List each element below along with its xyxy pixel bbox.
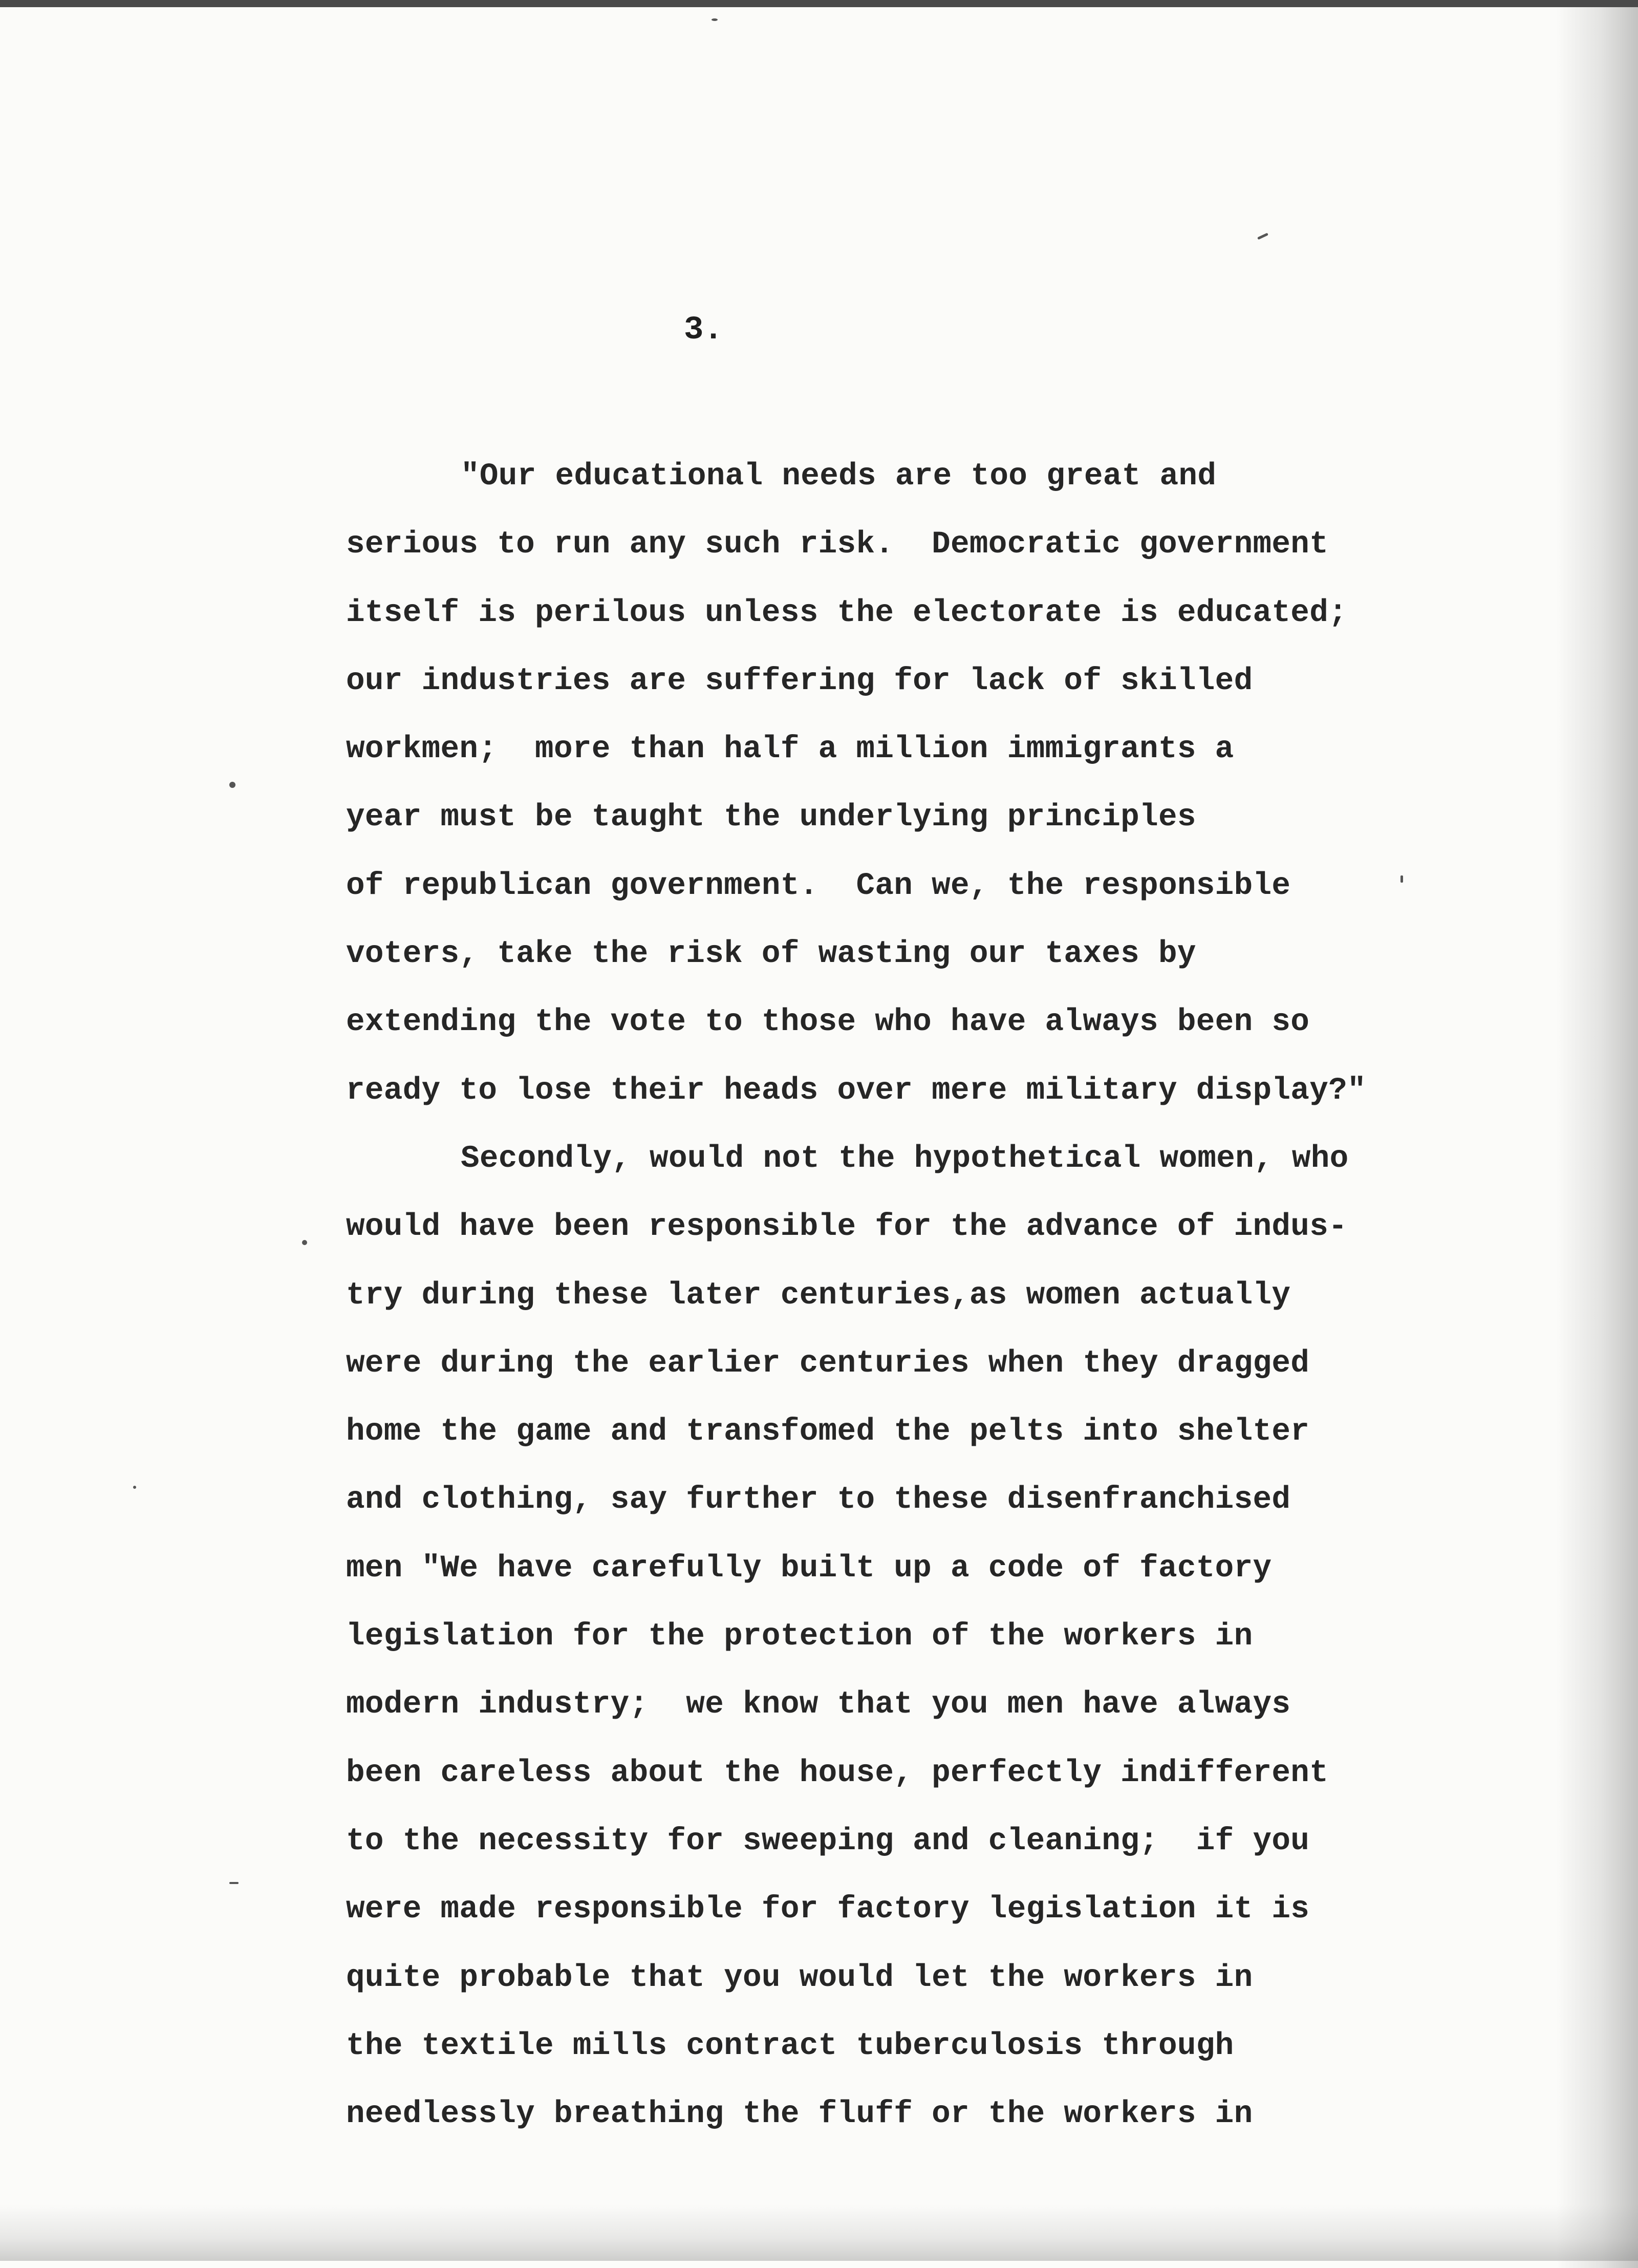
text-line: quite probable that you would let the workers in (346, 1960, 1253, 1996)
text-line: been careless about the house, perfectly indifferent (346, 1755, 1329, 1791)
text-line: modern industry; we know that you men have always (346, 1687, 1291, 1723)
scan-speck (229, 1882, 239, 1884)
page-edge-shadow-bottom (0, 2205, 1638, 2261)
text-line: were during the earlier centuries when they dragged (346, 1345, 1310, 1381)
text-line: itself is perilous unless the electorate is educated; (346, 595, 1348, 631)
scan-speck (712, 18, 718, 21)
scan-speck (229, 782, 235, 788)
text-line: ready to lose their heads over mere military display?" (346, 1073, 1366, 1108)
text-line: serious to run any such risk. Democratic government (346, 527, 1329, 563)
text-line: needlessly breathing the fluff or the workers in (346, 2096, 1253, 2132)
text-line: were made responsible for factory legislation it is (346, 1892, 1310, 1928)
text-line: men "We have carefully built up a code of factory (346, 1550, 1272, 1586)
text-line: "Our educational needs are too great and (461, 459, 1217, 494)
text-line: legislation for the protection of the workers in (346, 1619, 1253, 1655)
scan-speck (302, 1240, 307, 1245)
text-line: to the necessity for sweeping and cleaning; if you (346, 1823, 1310, 1859)
text-line: the textile mills contract tuberculosis through (346, 2028, 1234, 2064)
text-line: and clothing, say further to these disenfranchised (346, 1482, 1291, 1518)
text-line: try during these later centuries,as women actually (346, 1277, 1291, 1313)
page-number: 3. (684, 312, 723, 349)
text-line: workmen; more than half a million immigrants a (346, 732, 1234, 767)
text-line: would have been responsible for the advance of indus- (346, 1209, 1348, 1245)
page-edge-shadow-right (1556, 7, 1638, 2268)
text-line: extending the vote to those who have always been so (346, 1004, 1310, 1040)
scan-speck (1400, 875, 1403, 883)
text-line: of republican government. Can we, the responsible (346, 868, 1291, 904)
text-line: home the game and transfomed the pelts into shelter (346, 1414, 1310, 1450)
text-line: our industries are suffering for lack of skilled (346, 663, 1253, 699)
scan-speck (133, 1486, 136, 1489)
text-line: Secondly, would not the hypothetical women, who (461, 1141, 1349, 1176)
scan-speck (1257, 233, 1268, 240)
typed-body-text (346, 442, 1452, 2148)
text-line: voters, take the risk of wasting our taxes by (346, 936, 1196, 972)
text-line: year must be taught the underlying principles (346, 800, 1196, 836)
